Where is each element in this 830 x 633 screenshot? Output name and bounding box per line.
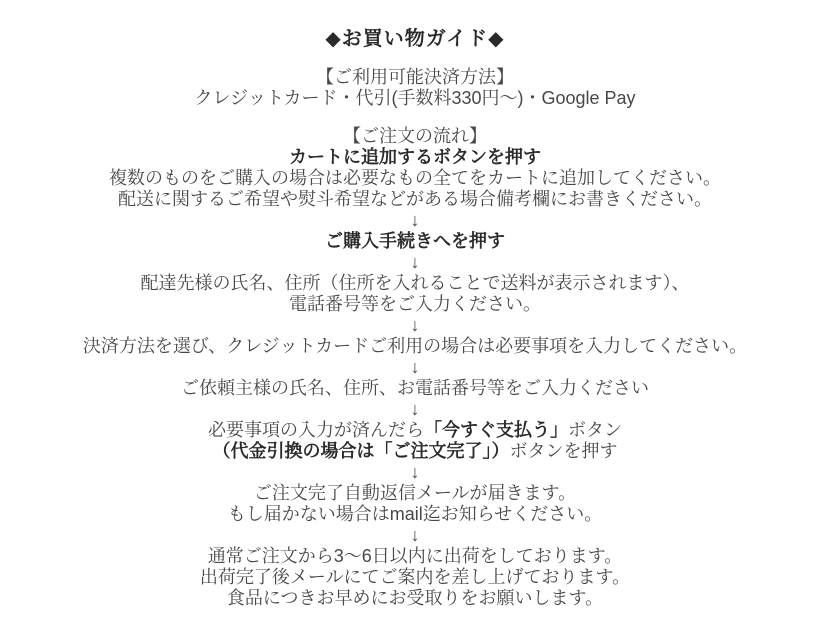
step-confirmation-mail-line-2: もし届かない場合はmail迄お知らせください。 bbox=[227, 504, 603, 524]
step-pay-mid-text: ボタン bbox=[568, 420, 622, 440]
down-arrow-icon: ↓ bbox=[410, 210, 420, 230]
step-payment-method-line: 決済方法を選び、クレジットカードご利用の場合は必要事項を入力してください。 bbox=[82, 336, 748, 356]
step-add-to-cart-note-1: 複数のものをご購入の場合は必要なもの全てをカートに追加してください。 bbox=[109, 168, 721, 188]
order-flow-heading: 【ご注文の流れ】 bbox=[343, 126, 487, 146]
step-pay-pre-text: 必要事項の入力が済んだら bbox=[208, 420, 424, 440]
step-pay-line-2 bbox=[0, 441, 830, 462]
step-shipping-line-2: 出荷完了後メールにてご案内を差し上げております。 bbox=[199, 567, 631, 587]
step-pay-line-1 bbox=[0, 420, 830, 441]
page-title: ◆お買い物ガイド◆ bbox=[325, 28, 505, 50]
payment-methods-section bbox=[0, 67, 830, 109]
step-shipping-line-1: 通常ご注文から3〜6日以内に出荷をしております。 bbox=[207, 546, 623, 566]
step-orderer-info-line: ご依頼主様の氏名、住所、お電話番号等をご入力ください bbox=[181, 378, 649, 398]
cod-order-complete-label: （代金引換の場合は「ご注文完了」） bbox=[212, 441, 510, 461]
order-flow-section bbox=[0, 126, 830, 609]
down-arrow-icon: ↓ bbox=[410, 357, 420, 377]
payment-methods-list: クレジットカード・代引(手数料330円〜)・Google Pay bbox=[194, 88, 636, 108]
step-add-to-cart-title: カートに追加するボタンを押す bbox=[289, 147, 541, 167]
step-delivery-info-line-2: 電話番号等をご入力ください。 bbox=[289, 294, 541, 314]
down-arrow-icon: ↓ bbox=[410, 525, 420, 545]
pay-now-button-label: 「今すぐ支払う」 bbox=[424, 420, 568, 440]
step-confirmation-mail-line-1: ご注文完了自動返信メールが届きます。 bbox=[253, 483, 577, 503]
step-delivery-info-line-1: 配達先様の氏名、住所（住所を入れることで送料が表示されます）、 bbox=[140, 273, 690, 293]
down-arrow-icon: ↓ bbox=[410, 315, 420, 335]
step-add-to-cart-note-2: 配送に関するご希望や熨斗希望などがある場合備考欄にお書きください。 bbox=[118, 189, 712, 209]
down-arrow-icon: ↓ bbox=[410, 399, 420, 419]
step-shipping-line-3: 食品につきお早めにお受取りをお願いします。 bbox=[226, 588, 604, 608]
payment-methods-heading: 【ご利用可能決済方法】 bbox=[316, 67, 514, 87]
down-arrow-icon: ↓ bbox=[410, 252, 420, 272]
step-checkout-title: ご購入手続きへを押す bbox=[325, 231, 505, 251]
down-arrow-icon: ↓ bbox=[410, 462, 420, 482]
step-pay-post-text: ボタンを押す bbox=[509, 441, 618, 461]
